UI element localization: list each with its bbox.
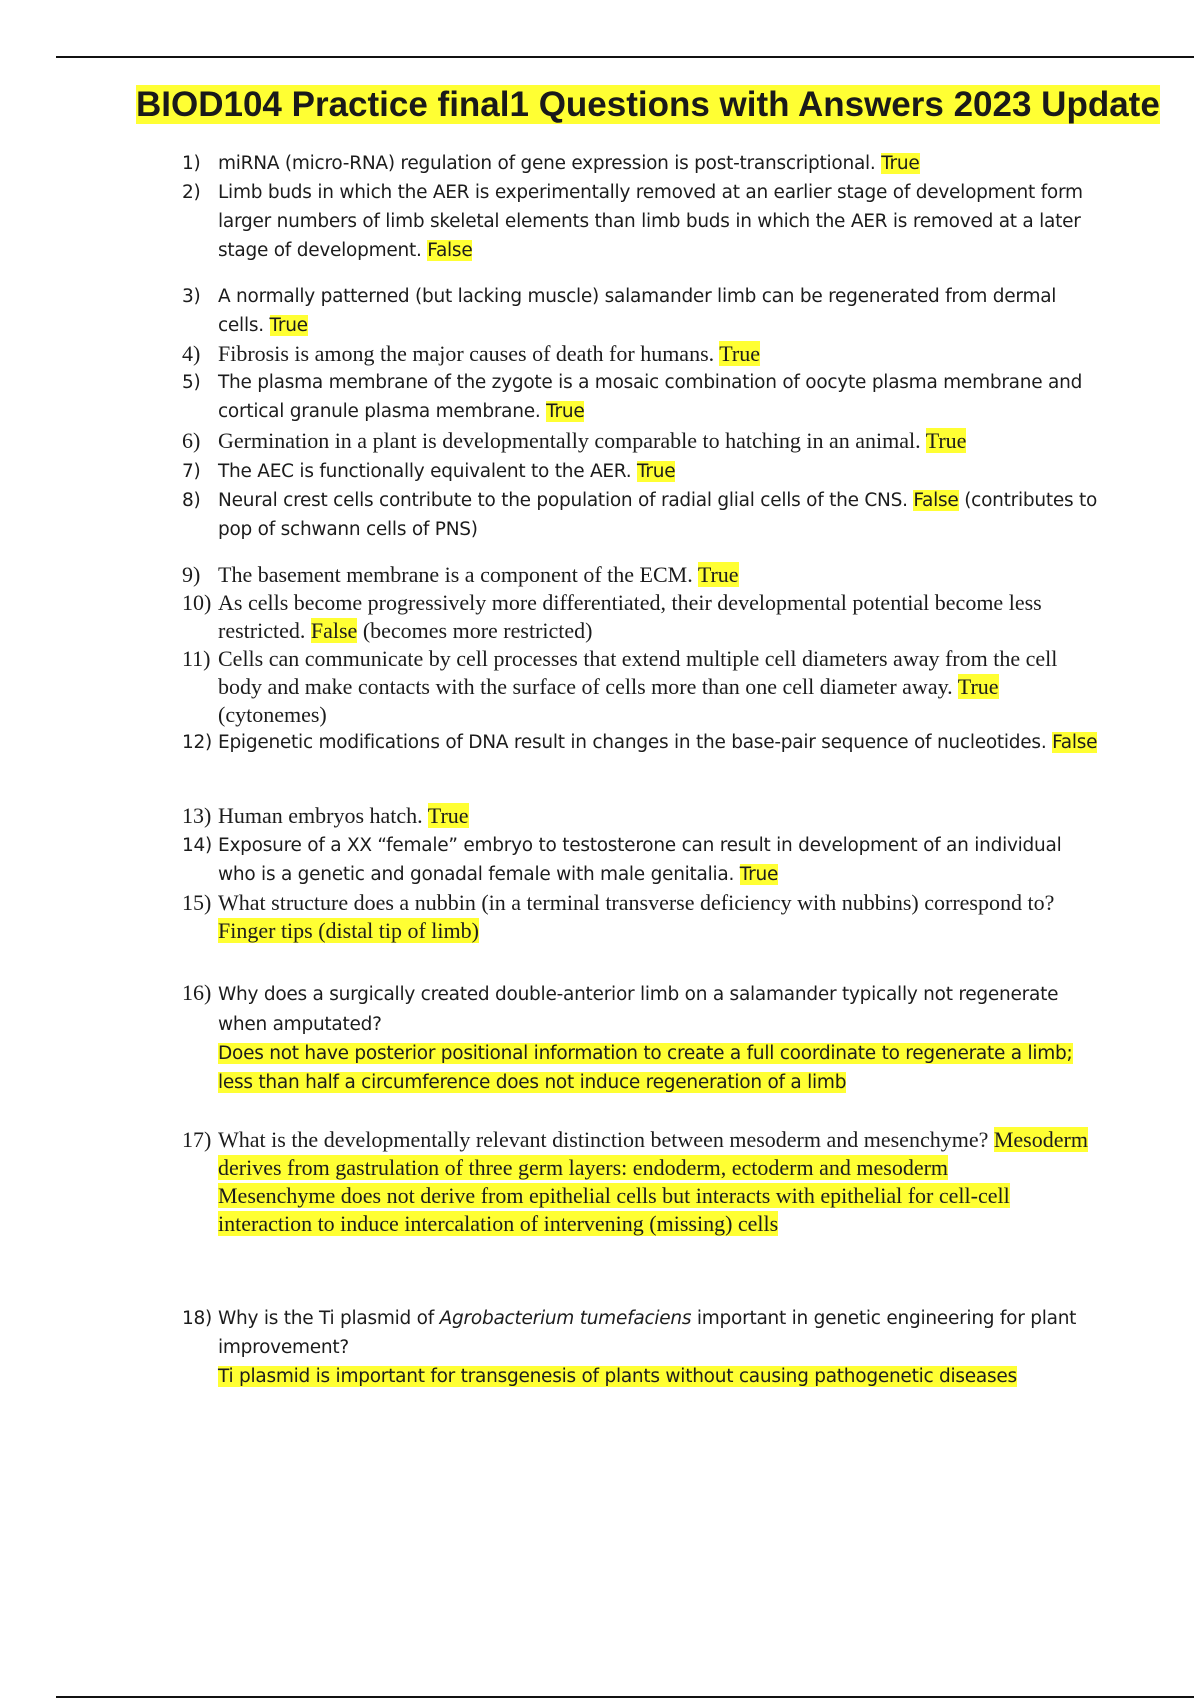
question-16 (182, 979, 1102, 1097)
question-number: 7) (182, 461, 201, 482)
question-14 (182, 831, 1102, 889)
answer-highlight: False (1052, 732, 1098, 753)
answer-highlight: True (739, 864, 779, 885)
answer-note: (contributes to pop of schwann cells of PNS) (218, 490, 1098, 540)
bottom-rule (56, 1696, 1194, 1698)
question-3 (182, 282, 1102, 340)
question-18 (182, 1304, 1102, 1391)
question-5 (182, 368, 1102, 426)
question-number: 2) (182, 182, 201, 203)
question-text: The AEC is functionally equivalent to the AER. (218, 461, 632, 482)
species-name: Agrobacterium tumefaciens (439, 1308, 692, 1329)
question-text: Exposure of a XX “female” embryo to testosterone can result in development of an individual who is a genetic and gonadal female with male genitalia. (218, 835, 1062, 885)
question-7 (182, 457, 1102, 486)
question-11 (182, 645, 1102, 729)
question-4 (182, 340, 1102, 368)
answer-highlight: False (913, 490, 959, 511)
question-text: Cells can communicate by cell processes that extend multiple cell diameters away from the cell body and make contacts with the surface of cells more than one cell diameter away. (218, 646, 1058, 699)
answer-highlight: Mesoderm derives from gastrulation of three germ layers: endoderm, ectoderm and mesoderm (218, 1127, 1088, 1180)
answer-highlight: False (427, 240, 473, 261)
question-text: As cells become progressively more differentiated, their developmental potential become less restricted. (218, 590, 1042, 643)
question-12 (182, 728, 1102, 757)
answer-highlight-2: Mesenchyme does not derive from epithelial cells but interacts with epithelial for cell-cell interaction to induce intercalation of intervening (missing) cells (218, 1183, 1010, 1236)
question-1 (182, 149, 1102, 178)
question-number: 16) (182, 980, 212, 1005)
question-6 (182, 427, 1102, 455)
question-9 (182, 561, 1102, 589)
question-text: A normally patterned (but lacking muscle) salamander limb can be regenerated from dermal cells. (218, 286, 1057, 336)
question-text: Limb buds in which the AER is experimentally removed at an earlier stage of development form larger numbers of limb skeletal elements than limb buds in which the AER is removed at a later stage of development. (218, 182, 1083, 261)
question-text: miRNA (micro-RNA) regulation of gene expression is post-transcriptional. (218, 153, 876, 174)
question-number: 6) (182, 428, 201, 453)
answer-highlight: Ti plasmid is important for transgenesis of plants without causing pathogenetic diseases (218, 1366, 1017, 1387)
question-text: What structure does a nubbin (in a terminal transverse deficiency with nubbins) correspond to? (218, 890, 1055, 915)
question-13 (182, 802, 1102, 830)
answer-highlight: True (697, 562, 739, 587)
answer-highlight: True (546, 401, 585, 422)
question-text: Neural crest cells contribute to the population of radial glial cells of the CNS. (218, 490, 908, 511)
question-number: 4) (182, 341, 201, 366)
question-text: Human embryos hatch. (218, 803, 423, 828)
title-highlight: BIOD104 Practice final1 Questions with Answers 2023 Update (136, 85, 1160, 124)
question-8 (182, 486, 1102, 544)
question-number: 5) (182, 372, 201, 393)
answer-highlight: True (637, 461, 676, 482)
question-number: 12) (182, 732, 213, 753)
answer-block (218, 1362, 1102, 1391)
top-rule (56, 56, 1194, 58)
question-number: 9) (182, 562, 201, 587)
answer-highlight: True (719, 341, 761, 366)
question-15 (182, 889, 1102, 945)
answer-block-2 (218, 1182, 1102, 1238)
answer-highlight: True (957, 674, 999, 699)
answer-block (218, 1039, 1102, 1097)
question-number: 3) (182, 286, 201, 307)
answer-highlight: Finger tips (distal tip of limb) (218, 918, 479, 943)
answer-highlight: True (881, 153, 920, 174)
question-text: Epigenetic modifications of DNA result in changes in the base-pair sequence of nucleotides. (218, 732, 1047, 753)
question-number: 8) (182, 490, 201, 511)
question-text: Why is the Ti plasmid of (218, 1308, 434, 1329)
question-text: The basement membrane is a component of the ECM. (218, 562, 693, 587)
answer-note: (cytonemes) (218, 702, 327, 727)
answer-highlight: False (310, 618, 358, 643)
question-2 (182, 178, 1102, 265)
answer-note: (becomes more restricted) (362, 618, 593, 643)
answer-highlight: True (925, 428, 967, 453)
question-number: 1) (182, 153, 201, 174)
question-number: 13) (182, 803, 212, 828)
question-17 (182, 1126, 1102, 1238)
question-number: 18) (182, 1308, 213, 1329)
question-text: The plasma membrane of the zygote is a mosaic combination of oocyte plasma membrane and cortical granule plasma membrane. (218, 372, 1083, 422)
answer-highlight: True (269, 315, 308, 336)
question-text-end: important in genetic engineering for plant improvement? (218, 1308, 1077, 1358)
question-number: 15) (182, 890, 212, 915)
answer-highlight: True (427, 803, 469, 828)
question-number: 11) (182, 646, 211, 671)
question-text: Fibrosis is among the major causes of death for humans. (218, 341, 715, 366)
question-text: Germination in a plant is developmentally comparable to hatching in an animal. (218, 428, 921, 453)
document-title (134, 84, 1200, 126)
answer-highlight: Does not have posterior positional information to create a full coordinate to regenerate a limb; less than half a circumference does not induce regeneration of a limb (218, 1043, 1073, 1093)
question-number: 14) (182, 835, 213, 856)
question-text: What is the developmentally relevant distinction between mesoderm and mesenchyme? (218, 1127, 989, 1152)
question-text: Why does a surgically created double-anterior limb on a salamander typically not regenerate when amputated? (218, 984, 1059, 1035)
question-number: 17) (182, 1127, 212, 1152)
question-10 (182, 589, 1102, 645)
question-number: 10) (182, 590, 212, 615)
